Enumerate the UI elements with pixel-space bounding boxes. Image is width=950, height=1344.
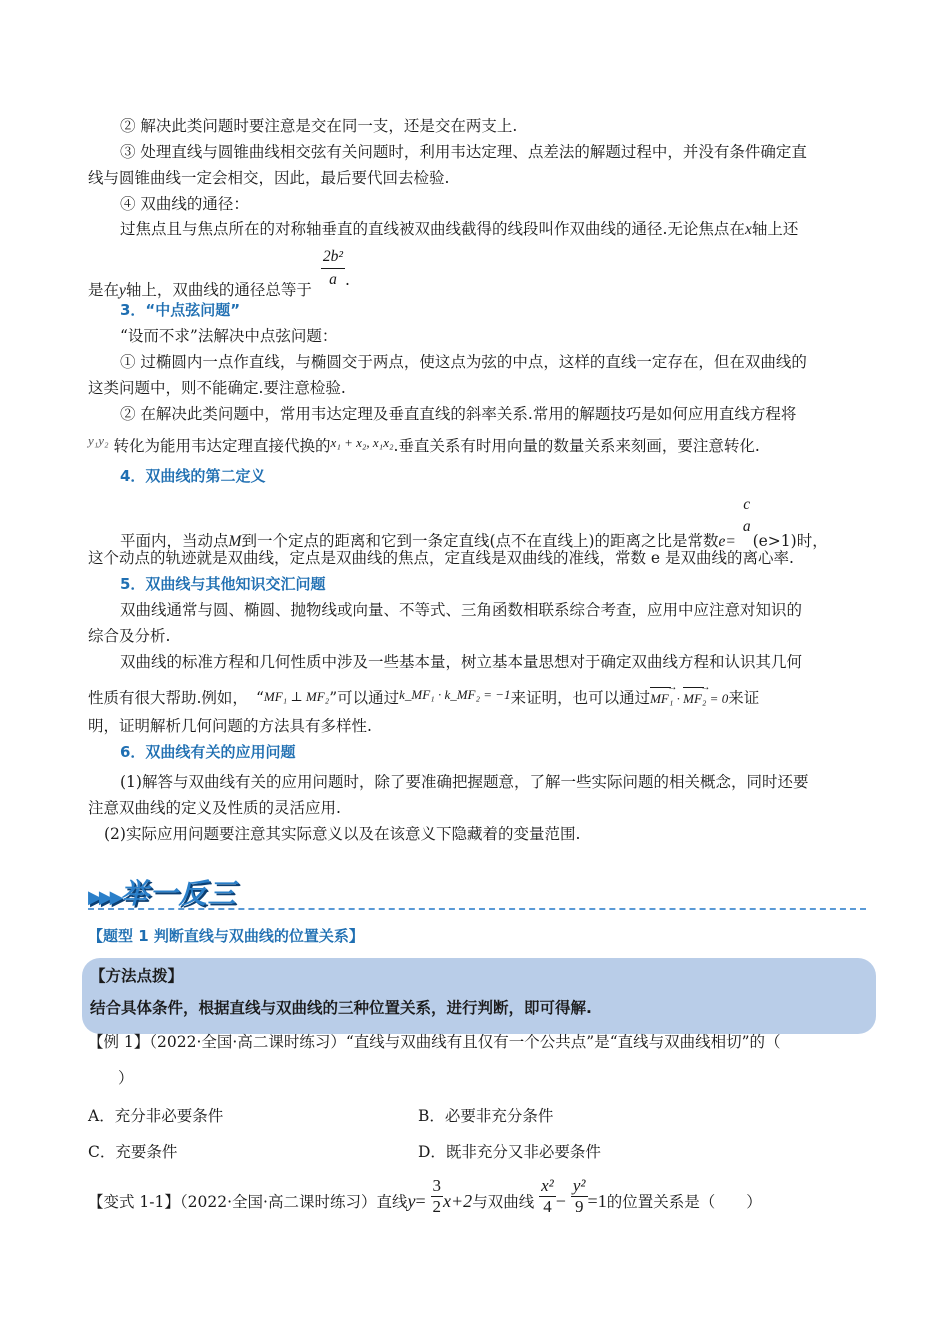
text: (e>1)时，	[752, 532, 828, 550]
math-var: y	[119, 281, 126, 299]
paragraph: 明，证明解析几何问题的方法具有多样性.	[88, 717, 372, 735]
text: 是在	[88, 280, 120, 299]
section-heading: 3．“中点弦问题”	[120, 301, 241, 319]
fraction-numerator: x²	[541, 1176, 554, 1195]
math-op: =1	[587, 1190, 607, 1211]
paragraph: 双曲线通常与圆、椭圆、抛物线或向量、不等式、三角函数相联系综合考查，应用中应注意对知识的	[120, 601, 803, 619]
fraction-denominator: a	[321, 268, 345, 291]
paragraph: ④ 双曲线的通径：	[120, 195, 249, 213]
method-box	[82, 958, 876, 1034]
text: 与双曲线	[472, 1192, 535, 1211]
text: “	[255, 689, 264, 707]
text: 转化为能用韦达定理直接代换的	[113, 437, 331, 455]
banner-title	[88, 872, 237, 912]
paragraph: 这个动点的轨迹就是双曲线，定点是双曲线的焦点，定直线是双曲线的准线，常数 e 是双曲线的离心率.	[88, 549, 794, 567]
option-d[interactable]: D．既非充分又非必要条件	[418, 1143, 601, 1161]
math-expr: k_MF₁ · k_MF₂ = −1	[399, 687, 511, 702]
vector-mf1: MF₁ →	[650, 689, 673, 709]
banner-label: 举一反三	[120, 877, 237, 910]
fraction-numerator: c	[743, 496, 751, 513]
text: 轴上，双曲线的通径总等于	[125, 280, 312, 299]
fraction-denominator: 4	[539, 1196, 556, 1217]
fraction	[539, 1176, 556, 1217]
option-c[interactable]: C．充要条件	[88, 1143, 178, 1161]
math-expr: y₁y₂	[88, 433, 109, 448]
text: 【变式 1-1】（2022·全国·高二课时练习）直线	[88, 1192, 408, 1211]
paragraph: (1)解答与双曲线有关的应用问题时，除了要准确把握题意，了解一些实际问题的相关概念，同时还要	[120, 773, 809, 791]
math-op: =	[415, 1190, 426, 1211]
text: 来证明，也可以通过	[510, 689, 651, 707]
divider	[88, 908, 866, 910]
section-banner	[88, 872, 866, 912]
paragraph: ② 解决此类问题时要注意是交在同一支，还是交在两支上.	[120, 117, 518, 135]
paragraph	[120, 494, 828, 550]
text: 轴上还	[751, 220, 799, 238]
paragraph: 线与圆锥曲线一定会相交，因此，最后要代回去检验.	[88, 169, 450, 187]
method-title: 【方法点拨】	[90, 967, 184, 985]
math-var: e=	[718, 533, 736, 550]
type-title: 【题型 1 判断直线与双曲线的位置关系】	[88, 927, 364, 945]
example-question: 【例 1】（2022·全国·高二课时练习）“直线与双曲线有且仅有一个公共点”是“直线与双曲线相切”的（	[88, 1033, 781, 1051]
fraction-denominator: 2	[432, 1197, 442, 1216]
paragraph: ② 在解决此类问题中，常用韦达定理及垂直直线的斜率关系.常用的解题技巧是如何应用直线方程将	[120, 405, 797, 423]
paragraph	[88, 246, 350, 299]
method-body: 结合具体条件，根据直线与双曲线的三种位置关系，进行判断，即可得解.	[90, 999, 592, 1017]
math-expr: x+2	[443, 1190, 473, 1211]
math-op: ·	[673, 691, 684, 706]
paragraph: (2)实际应用问题要注意其实际意义以及在该意义下隐藏着的变量范围.	[104, 825, 581, 843]
text: .垂直关系有时用向量的数量关系来刻画，要注意转化.	[393, 437, 760, 455]
text: 来证	[728, 689, 760, 707]
fraction	[431, 1176, 444, 1217]
text: 可以通过	[337, 689, 400, 707]
paragraph: 双曲线的标准方程和几何性质中涉及一些基本量，树立基本量思想对于确定双曲线方程和认识其几何	[120, 653, 803, 671]
fraction-numerator: 2b²	[322, 248, 344, 265]
math-expr: MF₁ ⊥ MF₂	[263, 689, 330, 704]
fraction-numerator: 3	[432, 1176, 442, 1195]
section-heading: 4．双曲线的第二定义	[120, 467, 266, 485]
arrows-icon: ▶▶▶	[88, 887, 121, 908]
vector-mf2: MF₂ →	[683, 689, 706, 709]
text: 平面内，当动点	[120, 532, 229, 550]
fraction	[321, 246, 345, 291]
text: 性质有很大帮助.例如，	[88, 689, 248, 707]
paragraph: 注意双曲线的定义及性质的灵活应用.	[88, 799, 341, 817]
example-question-close: ）	[118, 1069, 134, 1087]
variant-question	[88, 1176, 762, 1217]
math-var: M	[228, 533, 242, 550]
paragraph: ① 过椭圆内一点作直线，与椭圆交于两点，使这点为弦的中点，这样的直线一定存在，但在双曲线的	[120, 353, 807, 371]
text: .	[345, 270, 350, 289]
fraction	[571, 1176, 588, 1217]
paragraph	[88, 688, 759, 709]
paragraph: “设而不求”法解决中点弦问题：	[120, 327, 338, 345]
paragraph: 综合及分析.	[88, 627, 171, 645]
paragraph	[88, 433, 760, 457]
math-var: y	[407, 1190, 416, 1211]
math-expr: x₁ + x₂, x₁x₂	[330, 435, 394, 450]
math-op: = 0	[706, 691, 729, 706]
option-b[interactable]: B．必要非充分条件	[418, 1107, 554, 1125]
text: ”	[329, 689, 338, 707]
paragraph: ③ 处理直线与圆锥曲线相交弦有关问题时，利用韦达定理、点差法的解题过程中，并没有条件确定直	[120, 143, 807, 161]
math-var: x	[744, 221, 752, 238]
fraction	[741, 494, 753, 538]
fraction-denominator: 9	[571, 1196, 588, 1217]
text: 过焦点且与焦点所在的对称轴垂直的直线被双曲线截得的线段叫作双曲线的通径.无论焦点在	[120, 220, 745, 238]
section-heading: 6．双曲线有关的应用问题	[120, 743, 296, 761]
fraction-numerator: y²	[572, 1176, 586, 1195]
option-a[interactable]: A．充分非必要条件	[88, 1107, 224, 1125]
section-heading: 5．双曲线与其他知识交汇问题	[120, 575, 326, 593]
paragraph	[120, 219, 798, 240]
text: 的位置关系是（ ）	[606, 1192, 762, 1211]
fraction-denominator: a	[742, 518, 751, 535]
math-op: −	[555, 1190, 566, 1211]
paragraph: 这类问题中，则不能确定.要注意检验.	[88, 379, 346, 397]
text: 到一个定点的距离和它到一条定直线(点不在直线上)的距离之比是常数	[241, 532, 719, 550]
